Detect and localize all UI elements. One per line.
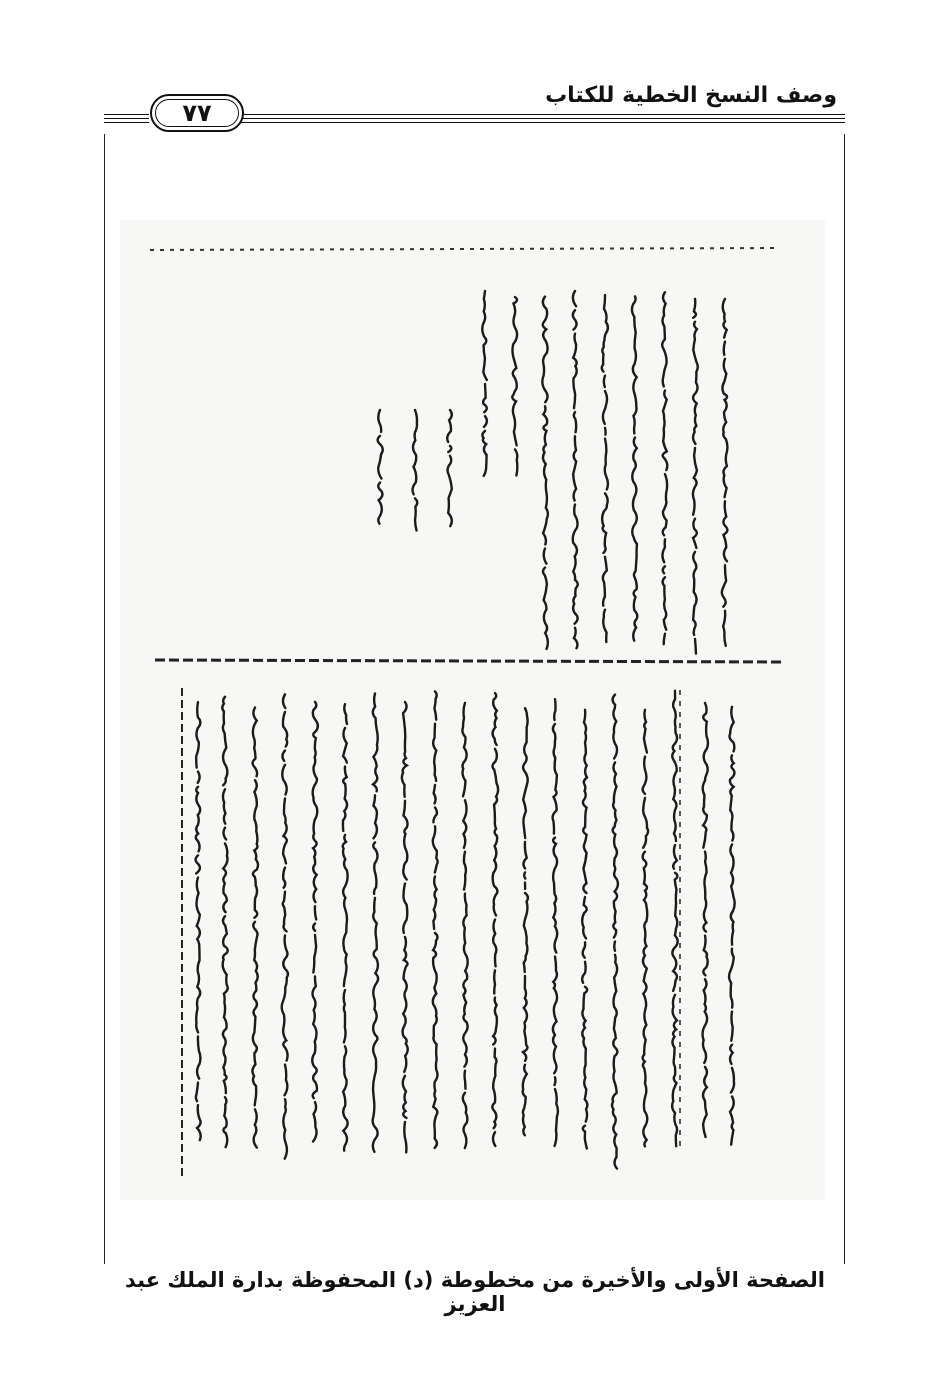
manuscript-bottom-page xyxy=(182,688,735,1180)
page-number: ٧٧ xyxy=(182,99,212,127)
running-title: وصف النسخ الخطية للكتاب xyxy=(545,83,837,108)
manuscript-top-page xyxy=(150,248,785,662)
header-rule-mid xyxy=(240,118,845,119)
header-rule-left-a xyxy=(104,114,149,115)
header-rule-left-c xyxy=(104,122,149,123)
header-rule-top xyxy=(240,114,845,115)
page-number-badge xyxy=(150,94,244,132)
frame-left-border xyxy=(104,134,105,1264)
header-rule-left-b xyxy=(104,118,149,119)
manuscript-image xyxy=(120,220,825,1200)
manuscript-scan-illustration xyxy=(120,220,825,1200)
figure-caption: الصفحة الأولى والأخيرة من مخطوطة (د) المحفوظة بدارة الملك عبد العزيز xyxy=(125,1268,825,1316)
frame-right-border xyxy=(844,134,845,1264)
header-rule-bottom xyxy=(240,122,845,123)
